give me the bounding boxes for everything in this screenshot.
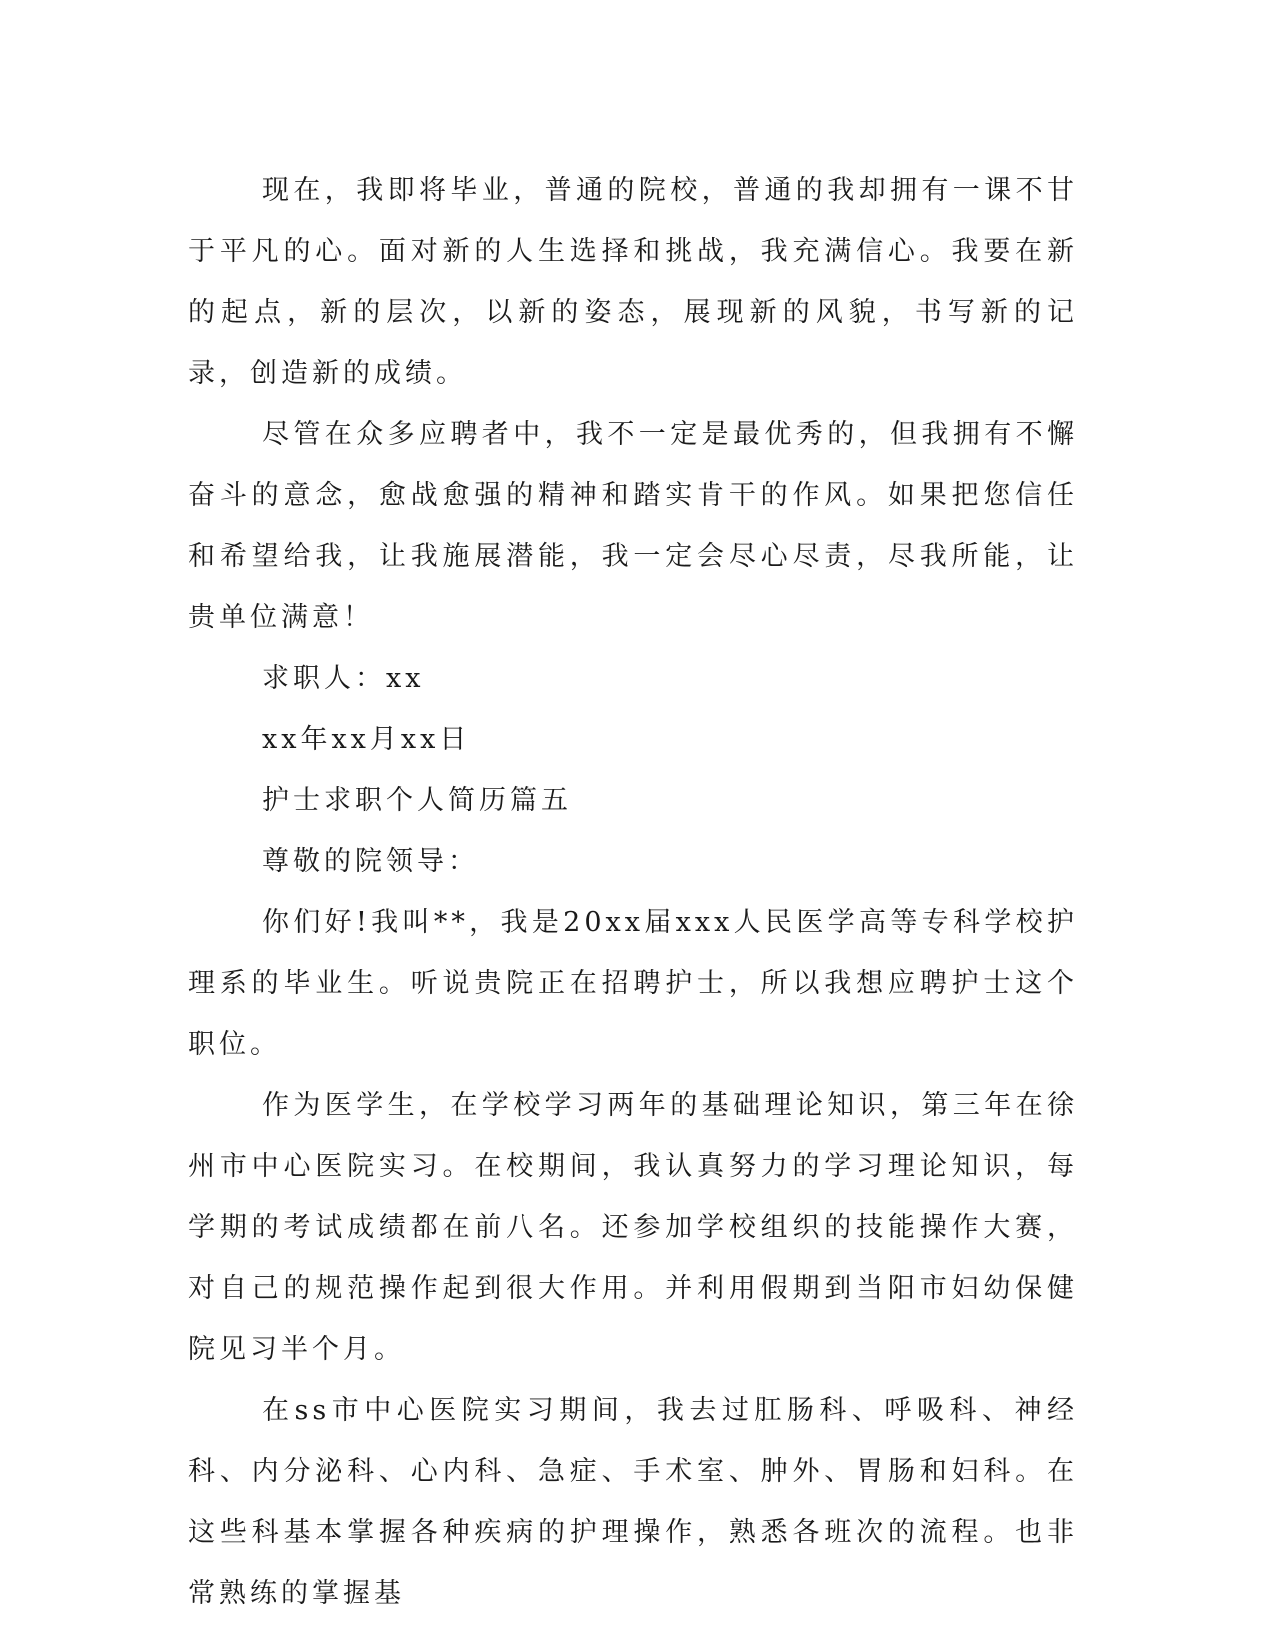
signature-date: xx年xx月xx日 — [262, 724, 471, 755]
document-body — [188, 160, 1078, 1624]
paragraph-introduction: 你们好!我叫**，我是20xx届xxx人民医学高等专科学校护理系的毕业生。听说贵院正在招聘护士，所以我想应聘护士这个职位。 — [188, 907, 1078, 1060]
salutation: 尊敬的院领导： — [262, 846, 479, 877]
paragraph-graduation: 现在，我即将毕业，普通的院校，普通的我却拥有一课不甘于平凡的心。面对新的人生选择和挑战，我充满信心。我要在新的起点，新的层次，以新的姿态，展现新的风貌，书写新的记录，创造新的成绩。 — [188, 175, 1078, 389]
paragraph-internship: 在ss市中心医院实习期间，我去过肛肠科、呼吸科、神经科、内分泌科、心内科、急症、手术室、肿外、胃肠和妇科。在这些科基本掌握各种疾病的护理操作，熟悉各班次的流程。也非常熟练的掌握基 — [188, 1395, 1078, 1609]
paragraph-applicant-statement: 尽管在众多应聘者中，我不一定是最优秀的，但我拥有不懈奋斗的意念，愈战愈强的精神和踏实肯干的作风。如果把您信任和希望给我，让我施展潜能，我一定会尽心尽责，尽我所能，让贵单位满意！ — [188, 419, 1078, 633]
paragraph-education: 作为医学生，在学校学习两年的基础理论知识，第三年在徐州市中心医院实习。在校期间，我认真努力的学习理论知识，每学期的考试成绩都在前八名。还参加学校组织的技能操作大赛，对自己的规范操作起到很大作用。并利用假期到当阳市妇幼保健院见习半个月。 — [188, 1090, 1078, 1365]
applicant-signature: 求职人：xx — [262, 663, 425, 694]
section-heading: 护士求职个人简历篇五 — [262, 785, 572, 816]
